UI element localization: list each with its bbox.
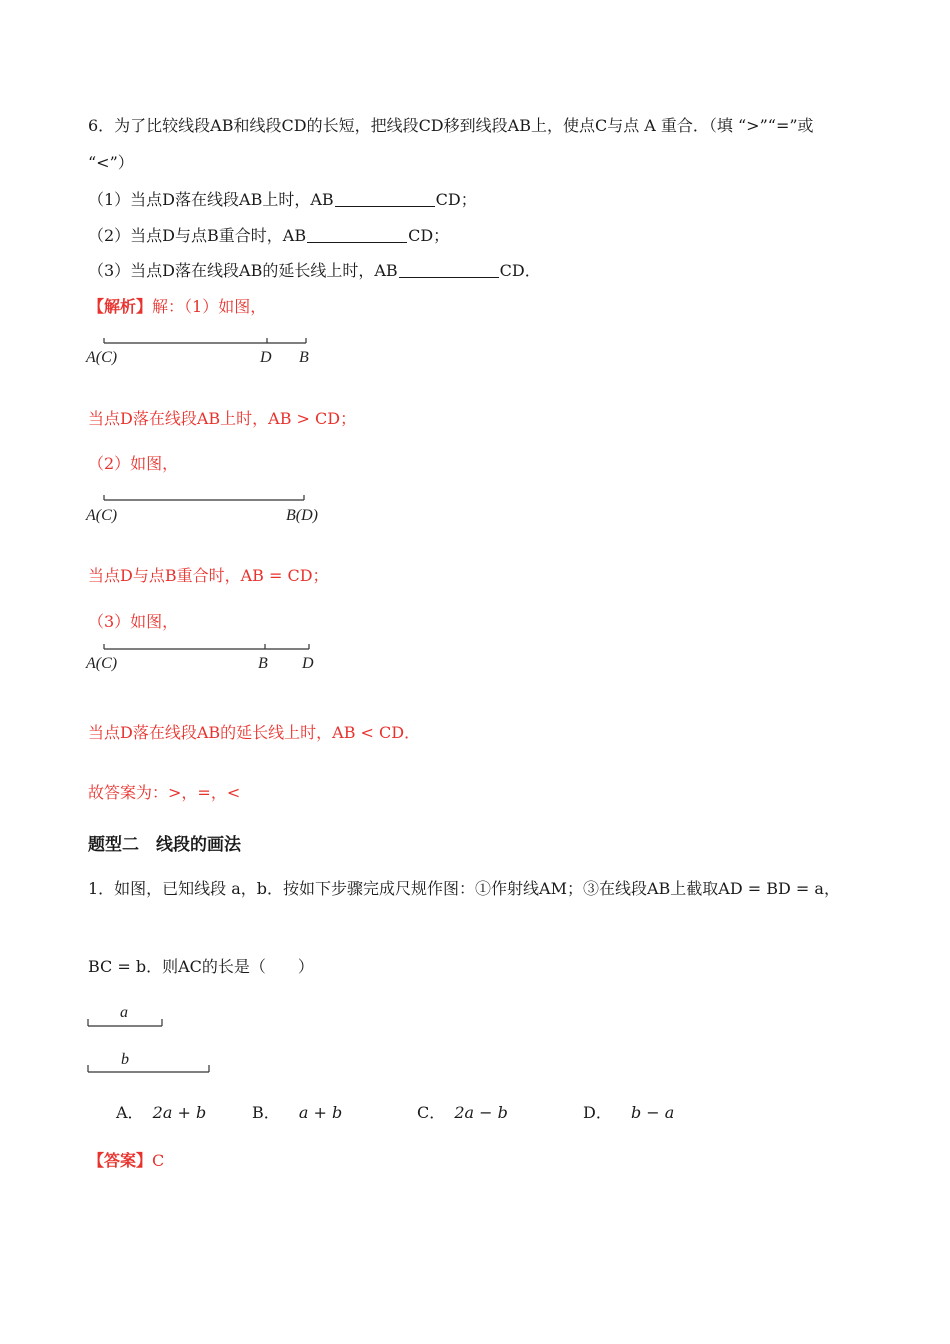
option-c-letter: C． xyxy=(417,1103,446,1122)
q6-part1-suffix: CD； xyxy=(435,190,477,209)
option-d[interactable] xyxy=(583,1102,674,1124)
seg-b-label: b xyxy=(121,1051,129,1068)
fig3-label-mid: B xyxy=(258,655,268,672)
option-d-text: b − a xyxy=(630,1103,675,1122)
q6-part3-suffix: CD． xyxy=(499,261,541,280)
q6-part3-prefix: （3）当点D落在线段AB的延长线上时，AB xyxy=(88,261,398,280)
analysis-intro-2: （2）如图， xyxy=(88,454,179,473)
fig1-label-right: B xyxy=(299,349,309,366)
segment-figure xyxy=(84,998,234,1084)
answer-tag: 【答案】 xyxy=(88,1151,153,1170)
answer-blank-3[interactable] xyxy=(399,261,499,278)
option-c-text: 2a − b xyxy=(454,1103,508,1122)
analysis-intro xyxy=(88,296,266,318)
q6-part2-suffix: CD； xyxy=(408,226,450,245)
q1-stem-line2: BC = b．则AC的长是（ ） xyxy=(88,957,314,976)
final-answer: 故答案为：>，=，< xyxy=(88,783,241,802)
fig3-label-right: D xyxy=(302,655,314,672)
option-a[interactable] xyxy=(116,1102,206,1124)
option-b-letter: B． xyxy=(252,1103,280,1122)
figure-3 xyxy=(84,636,344,680)
answer-blank-2[interactable] xyxy=(307,226,407,243)
answer-value: C xyxy=(152,1151,165,1170)
q6-part1 xyxy=(88,189,477,211)
option-b-text: a + b xyxy=(298,1103,343,1122)
fig1-label-left: A(C) xyxy=(86,349,118,366)
fig1-label-mid: D xyxy=(260,349,272,366)
conclusion-2: 当点D与点B重合时，AB = CD； xyxy=(88,566,329,585)
analysis-intro-text: 解：（1）如图， xyxy=(152,297,267,316)
analysis-intro-3: （3）如图， xyxy=(88,612,179,631)
conclusion-3: 当点D落在线段AB的延长线上时，AB < CD． xyxy=(88,723,421,742)
option-c[interactable] xyxy=(417,1102,508,1124)
q6-stem-line1: 6．为了比较线段AB和线段CD的长短，把线段CD移到线段AB上，使点C与点 A 重合．（填 “>”“=”或 xyxy=(88,116,814,135)
q6-part3 xyxy=(88,260,541,282)
option-d-letter: D． xyxy=(583,1103,612,1122)
figure-2 xyxy=(84,488,344,532)
option-a-letter: A． xyxy=(116,1103,144,1122)
conclusion-1: 当点D落在线段AB上时，AB > CD； xyxy=(88,409,357,428)
q6-part1-prefix: （1）当点D落在线段AB上时，AB xyxy=(88,190,334,209)
fig3-label-left: A(C) xyxy=(86,655,118,672)
q1-stem-line1: 1．如图，已知线段 a，b．按如下步骤完成尺规作图：①作射线AM；③在线段AB上截取AD = BD = a， xyxy=(88,879,840,898)
fig2-label-right: B(D) xyxy=(286,507,318,524)
option-a-text: 2a + b xyxy=(152,1103,207,1122)
fig2-label-left: A(C) xyxy=(86,507,118,524)
option-b[interactable] xyxy=(252,1102,342,1124)
seg-a-label: a xyxy=(120,1004,128,1021)
q6-part2 xyxy=(88,225,449,247)
q6-stem-line2: “<”） xyxy=(88,153,134,172)
q6-part2-prefix: （2）当点D与点B重合时，AB xyxy=(88,226,307,245)
section-title: 题型二 线段的画法 xyxy=(88,835,241,855)
answer-blank-1[interactable] xyxy=(335,190,435,207)
figure-1 xyxy=(84,330,344,374)
answer-line xyxy=(88,1150,164,1172)
analysis-tag: 【解析】 xyxy=(88,297,153,316)
